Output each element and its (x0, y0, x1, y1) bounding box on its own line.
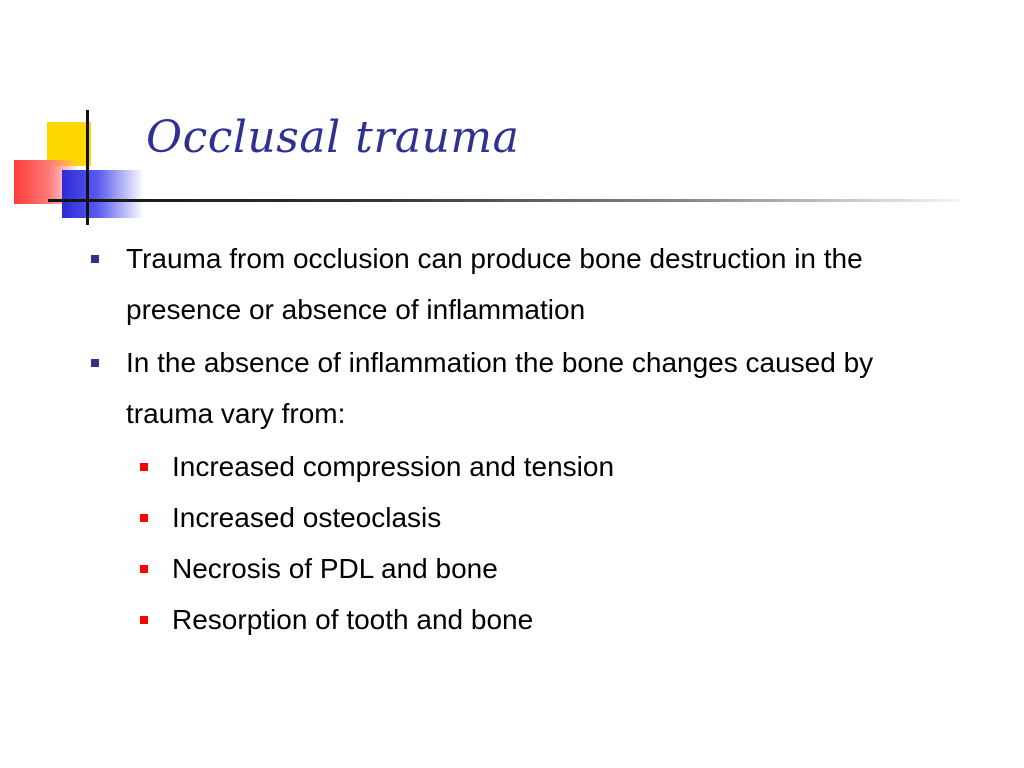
bullet-item-1 (0, 233, 1024, 335)
square-bullet-icon (140, 514, 148, 522)
sub-bullet-text: Increased osteoclasis (172, 502, 442, 533)
decoration-vertical-line (86, 110, 89, 225)
sub-bullet-item-2 (0, 492, 1024, 543)
slide-title: Occlusal trauma (146, 112, 520, 163)
bullet-text: Trauma from occlusion can produce bone destruction in the presence or absence of inflammation (126, 243, 863, 325)
sub-bullet-item-1 (0, 441, 1024, 492)
sub-bullet-text: Increased compression and tension (172, 451, 615, 482)
square-bullet-icon (140, 565, 148, 573)
sub-bullet-item-4 (0, 594, 1024, 645)
square-bullet-icon (140, 463, 148, 471)
bullet-item-2 (0, 337, 1024, 439)
square-bullet-icon (91, 255, 99, 263)
decoration-blue-square (62, 170, 142, 218)
sub-bullet-text: Resorption of tooth and bone (172, 604, 534, 635)
bullet-text: In the absence of inflammation the bone changes caused by trauma vary from: (126, 347, 874, 429)
title-decoration (0, 0, 160, 240)
title-underline-rule (48, 199, 960, 202)
sub-bullet-item-3 (0, 543, 1024, 594)
sub-bullet-text: Necrosis of PDL and bone (172, 553, 498, 584)
bullet-list (0, 233, 1024, 645)
square-bullet-icon (140, 616, 148, 624)
square-bullet-icon (91, 359, 99, 367)
